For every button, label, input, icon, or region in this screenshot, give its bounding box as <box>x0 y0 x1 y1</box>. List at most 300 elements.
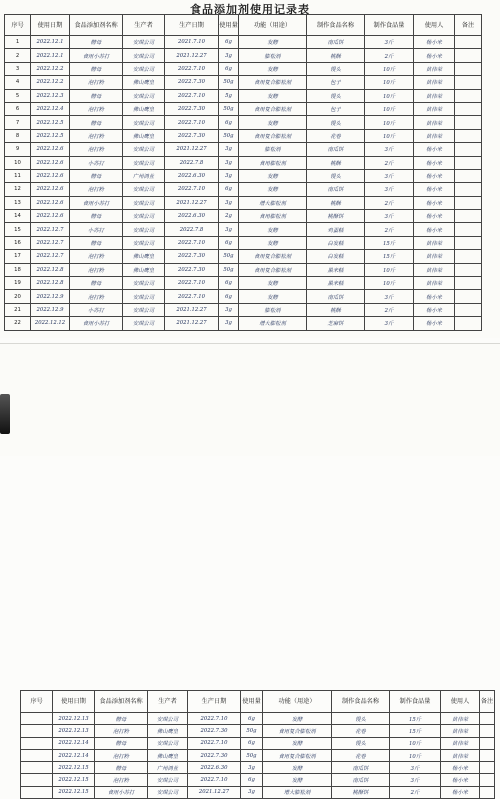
cell-usage-date: 2022.12.3 <box>31 89 70 102</box>
cell-producer: 佛山鹰皇 <box>123 129 165 142</box>
cell-function: 发酵 <box>239 290 307 303</box>
cell-usage-date: 2022.12.13 <box>53 713 95 725</box>
cell-additive-name: 泡打粉 <box>70 250 123 263</box>
cell-amount: 6g <box>241 774 263 786</box>
cell-producer: 佛山鹰皇 <box>123 76 165 89</box>
records-table-page-2 <box>20 690 495 799</box>
cell-additive-name: 酵母 <box>70 210 123 223</box>
header-user: 使用人 <box>414 15 455 36</box>
cell-food-quantity: 2斤 <box>390 786 441 798</box>
cell-production-date: 2022.7.30 <box>165 129 219 142</box>
cell-remarks <box>455 76 482 89</box>
cell-additive-name: 酵母 <box>70 169 123 182</box>
cell-food-quantity: 15斤 <box>365 250 414 263</box>
cell-food-quantity: 15斤 <box>390 713 441 725</box>
cell-function: 食用膨松剂 <box>239 156 307 169</box>
table-row <box>21 713 495 725</box>
header-row-number: 序号 <box>5 15 31 36</box>
table-row <box>5 129 482 142</box>
cell-user: 杨小米 <box>414 156 455 169</box>
cell-food-quantity: 3斤 <box>365 169 414 182</box>
cell-food-quantity: 10斤 <box>365 263 414 276</box>
record-sheet-page-1 <box>0 0 500 338</box>
table-row <box>21 725 495 737</box>
cell-production-date: 2022.7.10 <box>165 89 219 102</box>
cell-food-quantity: 3斤 <box>365 210 414 223</box>
table-row <box>5 36 482 49</box>
records-table-page-1 <box>4 14 482 331</box>
cell-usage-date: 2022.12.5 <box>31 116 70 129</box>
cell-remarks <box>455 223 482 236</box>
cell-remarks <box>455 250 482 263</box>
cell-amount: 3g <box>219 169 239 182</box>
cell-additive-name: 酵母 <box>95 713 148 725</box>
cell-row-number: 18 <box>5 263 31 276</box>
cell-user: 杨小米 <box>414 317 455 330</box>
header-food-quantity: 制作食品量 <box>365 15 414 36</box>
table-row <box>5 89 482 102</box>
cell-amount: 50g <box>219 129 239 142</box>
cell-additive-name: 食用小苏打 <box>70 196 123 209</box>
cell-additive-name: 泡打粉 <box>70 263 123 276</box>
cell-producer: 安琪公司 <box>123 290 165 303</box>
cell-additive-name: 食用小苏打 <box>95 786 148 798</box>
cell-usage-date: 2022.12.6 <box>31 183 70 196</box>
table-row <box>5 156 482 169</box>
cell-remarks <box>455 129 482 142</box>
cell-production-date: 2022.7.10 <box>165 290 219 303</box>
cell-food-name: 桃酥饼 <box>332 786 390 798</box>
cell-food-name: 鸡蛋糕 <box>307 223 365 236</box>
cell-additive-name: 酵母 <box>70 277 123 290</box>
cell-user: 苗伟荣 <box>441 725 480 737</box>
binder-clip <box>0 394 10 434</box>
cell-producer: 安琪公司 <box>123 156 165 169</box>
cell-food-name: 馒头 <box>307 116 365 129</box>
cell-producer: 安琪公司 <box>148 774 188 786</box>
cell-usage-date: 2022.12.1 <box>31 36 70 49</box>
cell-function: 发酵 <box>263 737 332 749</box>
cell-usage-date: 2022.12.12 <box>31 317 70 330</box>
cell-function: 食用复合膨松剂 <box>239 129 307 142</box>
cell-producer: 安琪公司 <box>123 236 165 249</box>
cell-row-number: 20 <box>5 290 31 303</box>
cell-production-date: 2021.7.10 <box>165 36 219 49</box>
cell-food-name: 南瓜饼 <box>332 774 390 786</box>
cell-usage-date: 2022.12.1 <box>31 49 70 62</box>
cell-food-name: 白发糕 <box>307 250 365 263</box>
cell-row-number: 3 <box>5 62 31 75</box>
cell-remarks <box>455 303 482 316</box>
cell-usage-date: 2022.12.8 <box>31 263 70 276</box>
cell-production-date: 2021.12.27 <box>165 196 219 209</box>
cell-production-date: 2022.7.10 <box>165 236 219 249</box>
cell-row-number: 17 <box>5 250 31 263</box>
cell-function: 膨松剂 <box>239 49 307 62</box>
cell-production-date: 2022.7.10 <box>188 774 241 786</box>
cell-usage-date: 2022.12.2 <box>31 76 70 89</box>
cell-row-number: 4 <box>5 76 31 89</box>
cell-user: 苗伟荣 <box>441 713 480 725</box>
cell-producer: 广州鸿业 <box>148 762 188 774</box>
cell-usage-date: 2022.12.6 <box>31 169 70 182</box>
cell-producer: 安琪公司 <box>123 89 165 102</box>
table-row <box>21 762 495 774</box>
cell-usage-date: 2022.12.2 <box>31 62 70 75</box>
cell-remarks <box>455 277 482 290</box>
cell-usage-date: 2022.12.6 <box>31 210 70 223</box>
cell-function: 增大膨松剂 <box>239 196 307 209</box>
header-usage-date: 使用日期 <box>31 15 70 36</box>
cell-amount: 6g <box>219 277 239 290</box>
cell-remarks <box>480 749 495 761</box>
cell-remarks <box>455 210 482 223</box>
cell-user: 杨小米 <box>414 36 455 49</box>
cell-producer: 安琪公司 <box>123 62 165 75</box>
cell-row-number: 5 <box>5 89 31 102</box>
cell-additive-name: 小苏打 <box>70 156 123 169</box>
cell-user: 杨小米 <box>414 49 455 62</box>
table-row <box>5 277 482 290</box>
cell-food-name: 南瓜饼 <box>307 36 365 49</box>
cell-food-name: 桃酥饼 <box>307 210 365 223</box>
cell-usage-date: 2022.12.5 <box>31 129 70 142</box>
cell-remarks <box>455 169 482 182</box>
header-food-quantity: 制作食品量 <box>390 691 441 713</box>
table-row <box>21 749 495 761</box>
cell-amount: 6g <box>219 290 239 303</box>
cell-remarks <box>480 774 495 786</box>
cell-remarks <box>455 143 482 156</box>
cell-usage-date: 2022.12.9 <box>31 290 70 303</box>
cell-remarks <box>455 236 482 249</box>
cell-production-date: 2022.7.30 <box>165 263 219 276</box>
cell-food-name: 馒头 <box>332 737 390 749</box>
cell-producer: 安琪公司 <box>123 210 165 223</box>
cell-additive-name: 泡打粉 <box>70 129 123 142</box>
cell-additive-name: 泡打粉 <box>70 102 123 115</box>
cell-additive-name: 酵母 <box>95 762 148 774</box>
cell-row-number <box>21 737 53 749</box>
cell-function: 发酵 <box>263 713 332 725</box>
cell-user: 苗伟荣 <box>414 263 455 276</box>
cell-food-quantity: 3斤 <box>390 762 441 774</box>
cell-food-name: 花卷 <box>307 129 365 142</box>
cell-remarks <box>480 713 495 725</box>
cell-producer: 广州鸿业 <box>123 169 165 182</box>
cell-production-date: 2022.7.30 <box>165 76 219 89</box>
cell-producer: 安琪公司 <box>148 713 188 725</box>
cell-production-date: 2022.6.30 <box>188 762 241 774</box>
cell-function: 发酵 <box>239 116 307 129</box>
cell-additive-name: 小苏打 <box>70 303 123 316</box>
cell-usage-date: 2022.12.14 <box>53 749 95 761</box>
cell-amount: 3g <box>219 49 239 62</box>
header-function: 功能（用途） <box>263 691 332 713</box>
cell-food-name: 黑米糕 <box>307 263 365 276</box>
cell-function: 食用复合膨松剂 <box>239 76 307 89</box>
cell-user: 苗伟荣 <box>414 236 455 249</box>
cell-food-quantity: 3斤 <box>390 774 441 786</box>
cell-remarks <box>455 156 482 169</box>
table-header-row <box>5 15 482 36</box>
cell-amount: 3g <box>219 196 239 209</box>
header-production-date: 生产日期 <box>188 691 241 713</box>
cell-producer: 佛山鹰皇 <box>123 102 165 115</box>
cell-producer: 安琪公司 <box>123 116 165 129</box>
cell-food-name: 桃酥 <box>307 49 365 62</box>
cell-row-number: 10 <box>5 156 31 169</box>
cell-production-date: 2022.6.30 <box>165 169 219 182</box>
cell-user: 苗伟荣 <box>414 62 455 75</box>
cell-amount: 2g <box>219 210 239 223</box>
cell-production-date: 2022.6.30 <box>165 210 219 223</box>
cell-function: 食用复合膨松剂 <box>239 102 307 115</box>
table-row <box>5 250 482 263</box>
cell-food-quantity: 10斤 <box>365 62 414 75</box>
header-producer: 生产者 <box>123 15 165 36</box>
cell-user: 杨小米 <box>441 786 480 798</box>
cell-production-date: 2022.7.30 <box>188 725 241 737</box>
cell-food-quantity: 3斤 <box>365 36 414 49</box>
cell-food-name: 南瓜饼 <box>332 762 390 774</box>
cell-food-quantity: 3斤 <box>365 290 414 303</box>
cell-producer: 安琪公司 <box>123 317 165 330</box>
cell-production-date: 2022.7.30 <box>165 250 219 263</box>
table-row <box>21 786 495 798</box>
cell-food-quantity: 3斤 <box>365 143 414 156</box>
table-row <box>5 290 482 303</box>
table-row <box>5 49 482 62</box>
cell-producer: 安琪公司 <box>148 786 188 798</box>
cell-production-date: 2022.7.10 <box>188 737 241 749</box>
cell-amount: 50g <box>241 725 263 737</box>
cell-function: 食用复合膨松剂 <box>239 250 307 263</box>
table-row <box>21 737 495 749</box>
cell-amount: 6g <box>241 713 263 725</box>
cell-user: 杨小米 <box>441 774 480 786</box>
cell-usage-date: 2022.12.6 <box>31 143 70 156</box>
table-body <box>21 713 495 799</box>
cell-function: 食用膨松剂 <box>239 210 307 223</box>
cell-user: 杨小米 <box>414 290 455 303</box>
cell-food-quantity: 10斤 <box>365 76 414 89</box>
cell-usage-date: 2022.12.6 <box>31 196 70 209</box>
cell-user: 杨小米 <box>441 762 480 774</box>
cell-food-name: 馒头 <box>307 62 365 75</box>
cell-additive-name: 酵母 <box>70 62 123 75</box>
cell-producer: 安琪公司 <box>123 49 165 62</box>
cell-user: 苗伟荣 <box>414 89 455 102</box>
cell-food-name: 芝麻饼 <box>307 317 365 330</box>
header-amount: 使用量 <box>241 691 263 713</box>
cell-row-number: 8 <box>5 129 31 142</box>
cell-additive-name: 酵母 <box>95 737 148 749</box>
cell-user: 苗伟荣 <box>441 749 480 761</box>
cell-food-name: 馒头 <box>332 713 390 725</box>
cell-remarks <box>480 725 495 737</box>
cell-food-name: 馒头 <box>307 89 365 102</box>
cell-amount: 3g <box>219 303 239 316</box>
cell-additive-name: 泡打粉 <box>70 290 123 303</box>
cell-production-date: 2022.7.10 <box>165 62 219 75</box>
cell-amount: 3g <box>241 786 263 798</box>
cell-remarks <box>455 62 482 75</box>
cell-producer: 安琪公司 <box>123 223 165 236</box>
cell-usage-date: 2022.12.15 <box>53 786 95 798</box>
cell-remarks <box>455 49 482 62</box>
cell-remarks <box>455 36 482 49</box>
cell-additive-name: 食用小苏打 <box>70 317 123 330</box>
cell-food-quantity: 10斤 <box>390 737 441 749</box>
cell-production-date: 2022.7.8 <box>165 223 219 236</box>
table-row <box>5 263 482 276</box>
cell-row-number: 9 <box>5 143 31 156</box>
cell-amount: 6g <box>219 236 239 249</box>
cell-function: 发酵 <box>263 762 332 774</box>
cell-user: 杨小米 <box>414 196 455 209</box>
header-user: 使用人 <box>441 691 480 713</box>
cell-row-number: 19 <box>5 277 31 290</box>
cell-production-date: 2021.12.27 <box>165 317 219 330</box>
cell-food-quantity: 10斤 <box>365 129 414 142</box>
cell-amount: 3g <box>241 762 263 774</box>
cell-row-number <box>21 774 53 786</box>
cell-remarks <box>455 116 482 129</box>
cell-remarks <box>455 290 482 303</box>
cell-additive-name: 酵母 <box>70 89 123 102</box>
cell-food-quantity: 10斤 <box>390 749 441 761</box>
cell-production-date: 2022.7.8 <box>165 156 219 169</box>
cell-function: 发酵 <box>239 183 307 196</box>
cell-function: 食用复合膨松剂 <box>239 263 307 276</box>
cell-function: 发酵 <box>263 774 332 786</box>
cell-function: 发酵 <box>239 223 307 236</box>
cell-function: 食用复合膨松剂 <box>263 749 332 761</box>
cell-function: 发酵 <box>239 169 307 182</box>
cell-amount: 3g <box>219 317 239 330</box>
header-additive-name: 食品添加剂名称 <box>70 15 123 36</box>
header-additive-name: 食品添加剂名称 <box>95 691 148 713</box>
cell-function: 增大膨松剂 <box>239 317 307 330</box>
cell-additive-name: 泡打粉 <box>70 143 123 156</box>
page-title: 食品添加剂使用记录表 <box>190 3 310 16</box>
cell-food-name: 白发糕 <box>307 236 365 249</box>
cell-function: 增大膨松剂 <box>263 786 332 798</box>
cell-producer: 佛山鹰皇 <box>148 749 188 761</box>
cell-food-quantity: 10斤 <box>365 102 414 115</box>
cell-production-date: 2021.12.27 <box>165 143 219 156</box>
header-food-name: 制作食品名称 <box>307 15 365 36</box>
cell-food-quantity: 15斤 <box>390 725 441 737</box>
cell-user: 杨小米 <box>414 169 455 182</box>
table-row <box>5 76 482 89</box>
cell-row-number: 15 <box>5 223 31 236</box>
cell-row-number <box>21 786 53 798</box>
cell-row-number: 1 <box>5 36 31 49</box>
cell-food-quantity: 2斤 <box>365 156 414 169</box>
cell-additive-name: 酵母 <box>70 116 123 129</box>
cell-amount: 6g <box>219 62 239 75</box>
cell-producer: 安琪公司 <box>123 277 165 290</box>
cell-usage-date: 2022.12.6 <box>31 156 70 169</box>
cell-user: 苗伟荣 <box>414 102 455 115</box>
cell-usage-date: 2022.12.9 <box>31 303 70 316</box>
cell-user: 杨小米 <box>414 223 455 236</box>
cell-production-date: 2021.12.27 <box>165 49 219 62</box>
cell-user: 苗伟荣 <box>414 277 455 290</box>
cell-amount: 50g <box>219 102 239 115</box>
cell-food-quantity: 2斤 <box>365 303 414 316</box>
cell-food-name: 黑米糕 <box>307 277 365 290</box>
header-food-name: 制作食品名称 <box>332 691 390 713</box>
cell-user: 杨小米 <box>414 303 455 316</box>
cell-remarks <box>455 183 482 196</box>
cell-row-number: 22 <box>5 317 31 330</box>
cell-row-number: 14 <box>5 210 31 223</box>
cell-amount: 6g <box>219 183 239 196</box>
cell-amount: 6g <box>241 737 263 749</box>
table-row <box>5 169 482 182</box>
cell-remarks <box>455 89 482 102</box>
cell-usage-date: 2022.12.7 <box>31 236 70 249</box>
cell-production-date: 2022.7.30 <box>165 102 219 115</box>
cell-row-number <box>21 725 53 737</box>
cell-user: 苗伟荣 <box>414 76 455 89</box>
cell-remarks <box>455 196 482 209</box>
cell-function: 膨松剂 <box>239 143 307 156</box>
cell-usage-date: 2022.12.13 <box>53 725 95 737</box>
table-row <box>5 223 482 236</box>
table-row <box>5 196 482 209</box>
cell-food-name: 花卷 <box>332 749 390 761</box>
cell-producer: 佛山鹰皇 <box>123 263 165 276</box>
cell-additive-name: 泡打粉 <box>70 76 123 89</box>
cell-food-name: 南瓜饼 <box>307 143 365 156</box>
cell-production-date: 2022.7.10 <box>165 116 219 129</box>
table-row <box>5 102 482 115</box>
cell-row-number <box>21 749 53 761</box>
cell-row-number <box>21 713 53 725</box>
cell-usage-date: 2022.12.15 <box>53 774 95 786</box>
cell-function: 膨松剂 <box>239 303 307 316</box>
header-usage-date: 使用日期 <box>53 691 95 713</box>
cell-amount: 6g <box>219 36 239 49</box>
cell-user: 苗伟荣 <box>414 250 455 263</box>
cell-producer: 佛山鹰皇 <box>123 250 165 263</box>
table-row <box>5 317 482 330</box>
table-row <box>5 303 482 316</box>
cell-remarks <box>480 786 495 798</box>
cell-user: 杨小米 <box>414 183 455 196</box>
cell-food-name: 包子 <box>307 102 365 115</box>
header-production-date: 生产日期 <box>165 15 219 36</box>
header-row-number: 序号 <box>21 691 53 713</box>
cell-row-number: 12 <box>5 183 31 196</box>
cell-food-name: 包子 <box>307 76 365 89</box>
table-row <box>5 116 482 129</box>
cell-additive-name: 小苏打 <box>70 223 123 236</box>
table-row <box>21 774 495 786</box>
header-remarks: 备注 <box>455 15 482 36</box>
cell-producer: 佛山鹰皇 <box>148 725 188 737</box>
table-row <box>5 210 482 223</box>
cell-amount: 6g <box>219 116 239 129</box>
cell-food-quantity: 3斤 <box>365 183 414 196</box>
cell-amount: 5g <box>219 89 239 102</box>
cell-food-name: 桃酥 <box>307 303 365 316</box>
table-header-row <box>21 691 495 713</box>
